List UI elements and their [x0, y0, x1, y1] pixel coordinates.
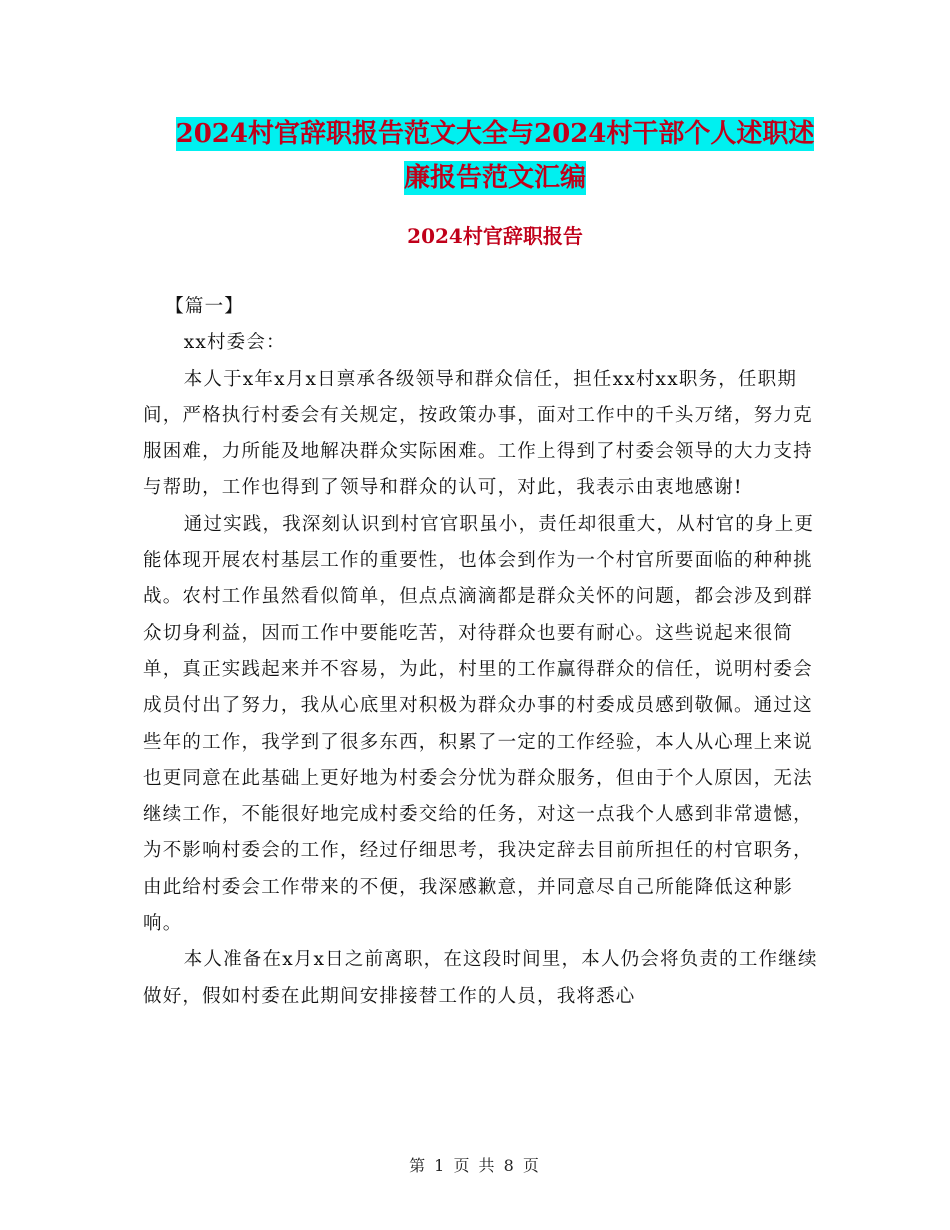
- paragraph-2: 通过实践，我深刻认识到村官官职虽小，责任却很重大，从村官的身上更能体现开展农村基层工作的重要性，也体会到作为一个村官所要面临的种种挑战。农村工作虽然看似简单，但点点滴滴都是群众关怀的问题，都会涉及到群众切身利益，因而工作中要能吃苦，对待群众也要有耐心。这些说起来很简单，真正实践起来并不容易，为此，村里的工作赢得群众的信任，说明村委会成员付出了努力，我从心底里对积极为群众办事的村委成员感到敬佩。通过这些年的工作，我学到了很多东西，积累了一定的工作经验，本人从心理上来说也更同意在此基础上更好地为村委会分忧为群众服务，但由于个人原因，无法继续工作，不能很好地完成村委交给的任务，对这一点我个人感到非常遗憾，为不影响村委会的工作，经过仔细思考，我决定辞去目前所担任的村官职务，由此给村委会工作带来的不便，我深感歉意，并同意尽自己所能降低这种影响。: [143, 513, 815, 935]
- title-line-2: 廉报告范文汇编: [403, 163, 586, 193]
- paragraph-3: 本人准备在x月x日之前离职，在这段时间里，本人仍会将负责的工作继续做好，假如村委在此期间安排接替工作的人员，我将悉心: [143, 949, 818, 1007]
- page-number-footer: 第 1 页 共 8 页: [409, 1156, 541, 1175]
- document-body: [143, 289, 823, 1015]
- salutation: xx村委会：: [183, 332, 286, 354]
- part-label: 【篇一】: [165, 296, 244, 317]
- document-title: [140, 112, 850, 200]
- title-line-1: 2024村官辞职报告范文大全与2024村干部个人述职述: [175, 119, 815, 149]
- section-title: 2024村官辞职报告: [407, 224, 583, 248]
- paragraph-1: 本人于x年x月x日禀承各级领导和群众信任，担任xx村xx职务，任职期间，严格执行村委会有关规定，按政策办事，面对工作中的千头万绪，努力克服困难，力所能及地解决群众实际困难。工作上得到了村委会领导的大力支持与帮助，工作也得到了领导和群众的认可，对此，我表示由衷地感谢!: [143, 368, 813, 499]
